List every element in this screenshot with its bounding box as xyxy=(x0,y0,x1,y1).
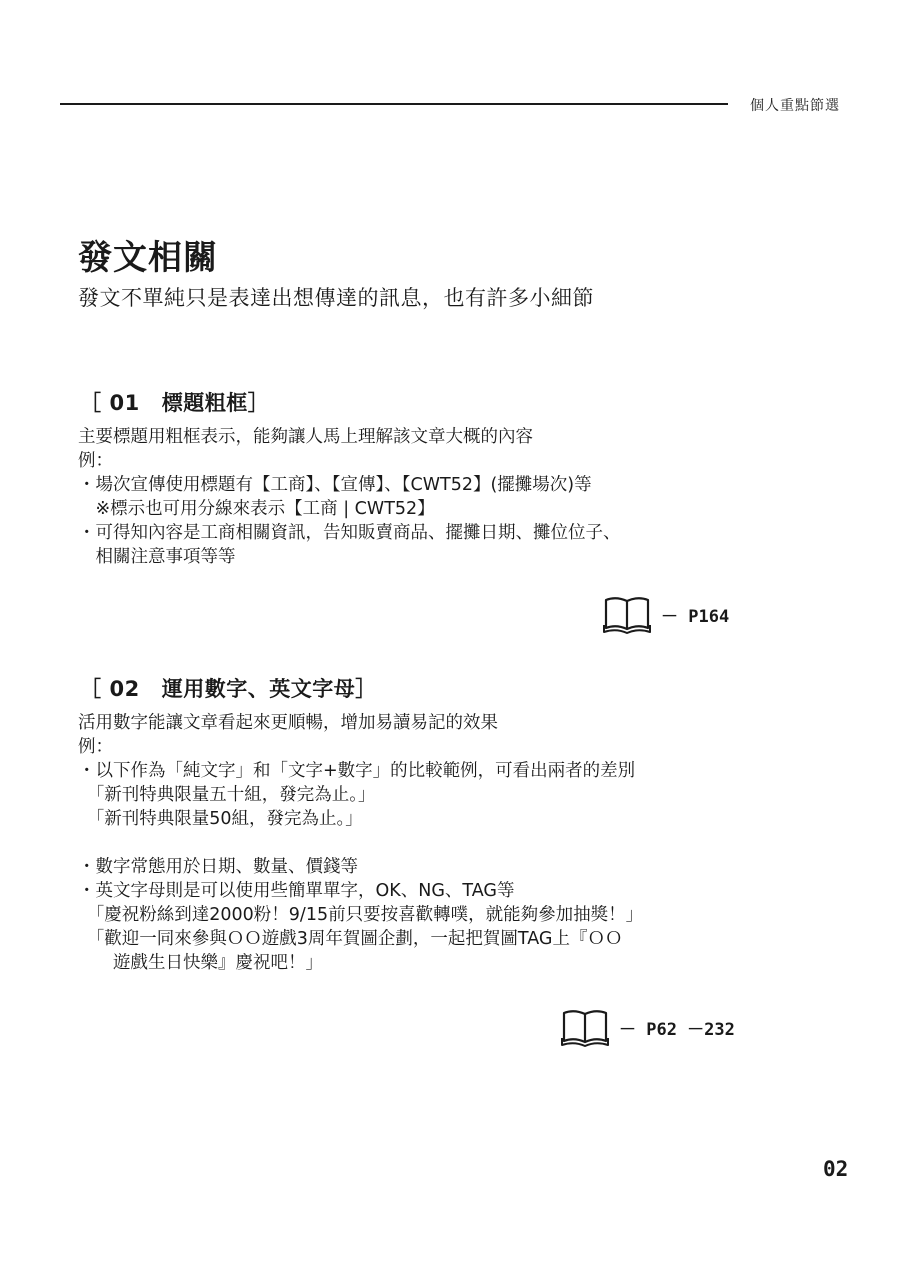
section-02-line: 活用數字能讓文章看起來更順暢，增加易讀易記的效果 xyxy=(78,713,498,733)
section-02-line: 「新刊特典限量五十組，發完為止。」 xyxy=(78,785,376,805)
page-title: 發文相關 xyxy=(78,238,218,278)
section-02-reference-label: － P62 －232 xyxy=(619,1019,735,1040)
header-rule xyxy=(60,103,728,105)
open-book-icon xyxy=(561,1007,609,1047)
section-02-line: 「歡迎一同來參與ＯＯ遊戲3周年賀圖企劃，一起把賀圖TAG上『ＯＯ xyxy=(78,929,623,949)
section-01-line: 相關注意事項等等 xyxy=(78,547,236,567)
page-number: 02 xyxy=(823,1157,849,1181)
section-01-heading xyxy=(80,387,269,417)
section-02-number: 02 xyxy=(109,677,140,701)
section-01-line: 例： xyxy=(78,451,113,471)
section-02-line xyxy=(78,831,778,855)
section-02-line: ・以下作為「純文字」和「文字+數字」的比較範例，可看出兩者的差別 xyxy=(78,761,636,781)
section-02-body xyxy=(78,711,778,975)
section-01-body xyxy=(78,425,778,569)
section-02-line: 遊戲生日快樂』慶祝吧！」 xyxy=(78,953,323,973)
section-02-heading xyxy=(80,673,377,703)
section-02-line: ・英文字母則是可以使用些簡單單字，OK、NG、TAG等 xyxy=(78,881,515,901)
section-01-bracket-open: ［ xyxy=(80,391,102,415)
section-02-line: 「新刊特典限量50組，發完為止。」 xyxy=(78,809,363,829)
section-01-title: 標題粗框 xyxy=(161,391,248,415)
section-02-line: 「慶祝粉絲到達2000粉！9/15前只要按喜歡轉噗，就能夠參加抽獎！」 xyxy=(78,905,644,925)
header-label: 個人重點節選 xyxy=(750,98,840,114)
section-01-reference-label: － P164 xyxy=(661,606,730,627)
section-02-line: ・數字常態用於日期、數量、價錢等 xyxy=(78,857,358,877)
section-02-title: 運用數字、英文字母 xyxy=(161,677,356,701)
section-01-line: 主要標題用粗框表示，能夠讓人馬上理解該文章大概的內容 xyxy=(78,427,533,447)
section-01-line: ・可得知內容是工商相關資訊，告知販賣商品、擺攤日期、攤位位子、 xyxy=(78,523,621,543)
section-01-line: ・場次宣傳使用標題有【工商】、【宣傳】、【CWT52】(擺攤場次)等 xyxy=(78,475,592,495)
section-01-bracket-close: ］ xyxy=(247,391,270,415)
section-02-reference xyxy=(561,1005,735,1049)
section-02-bracket-close: ］ xyxy=(355,677,377,701)
section-02-bracket-open: ［ xyxy=(80,677,102,701)
page-subtitle: 發文不單純只是表達出想傳達的訊息，也有許多小細節 xyxy=(78,286,594,310)
section-01-line: ※標示也可用分線來表示【工商 | CWT52】 xyxy=(78,499,435,519)
open-book-icon xyxy=(603,594,651,634)
section-01-reference xyxy=(603,592,729,636)
section-01-number: 01 xyxy=(109,391,140,415)
section-02-line: 例： xyxy=(78,737,113,757)
